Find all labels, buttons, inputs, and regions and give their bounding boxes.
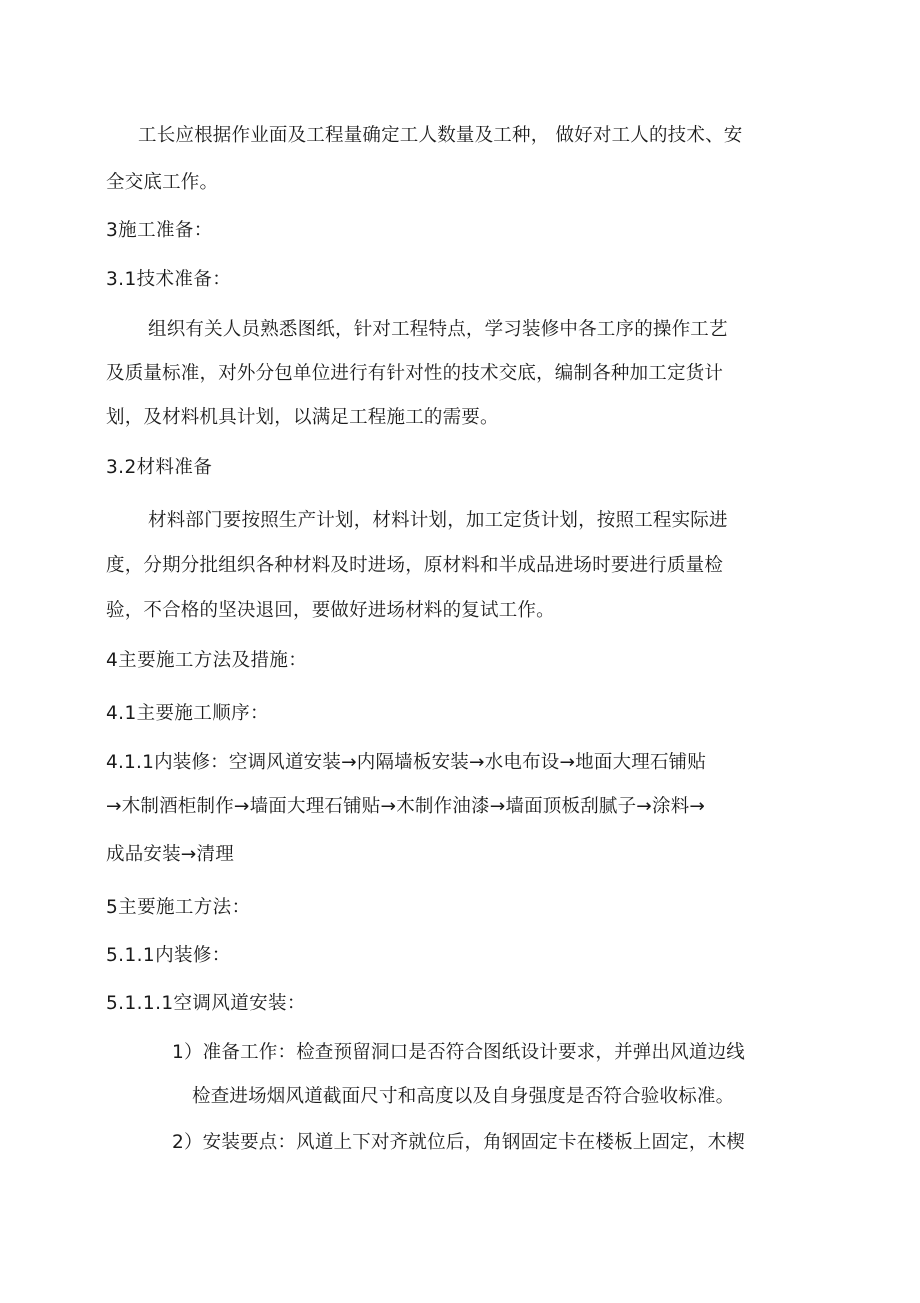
sequence-line-2: →木制酒柜制作→墙面大理石铺贴→木制作油漆→墙面顶板刮腻子→涂料→ [106, 796, 706, 817]
section-heading-4: 4主要施工方法及措施： [106, 650, 308, 671]
paragraph-tech-line-1: 组织有关人员熟悉图纸，针对工程特点，学习装修中各工序的操作工艺 [148, 319, 728, 340]
paragraph-material-line-2: 度，分期分批组织各种材料及时进场，原材料和半成品进场时要进行质量检 [106, 555, 724, 576]
section-heading-3: 3施工准备： [106, 220, 213, 241]
paragraph-tech-line-3: 划，及材料机具计划，以满足工程施工的需要。 [106, 407, 499, 428]
paragraph-tech-line-2: 及质量标准，对外分包单位进行有针对性的技术交底，编制各种加工定货计 [106, 363, 724, 384]
paragraph-intro-line-2: 全交底工作。 [106, 172, 219, 193]
list-item-1-line-2: 检查进场烟风道截面尺寸和高度以及自身强度是否符合验收标准。 [192, 1086, 735, 1107]
list-item-1-line-1: 1）准备工作：检查预留洞口是否符合图纸设计要求，并弹出风道边线 [172, 1042, 745, 1063]
paragraph-material-line-3: 验，不合格的坚决退回，要做好进场材料的复试工作。 [106, 600, 555, 621]
paragraph-material-line-1: 材料部门要按照生产计划，材料计划，加工定货计划，按照工程实际进 [148, 510, 728, 531]
sequence-line-1: 4.1.1内装修：空调风道安装→内隔墙板安装→水电布设→地面大理石铺贴 [106, 752, 707, 773]
section-heading-3-1: 3.1技术准备： [106, 269, 232, 290]
section-heading-5-1-1-1: 5.1.1.1空调风道安装： [106, 993, 306, 1014]
section-heading-5: 5主要施工方法： [106, 897, 251, 918]
section-heading-5-1-1: 5.1.1内装修： [106, 945, 231, 966]
sequence-line-3: 成品安装→清理 [106, 844, 234, 865]
list-item-2-line-1: 2）安装要点：风道上下对齐就位后，角钢固定卡在楼板上固定，木楔 [172, 1132, 745, 1153]
paragraph-intro-line-1: 工长应根据作业面及工程量确定工人数量及工种， 做好对工人的技术、安 [138, 125, 743, 146]
section-heading-4-1: 4.1主要施工顺序： [106, 703, 269, 724]
section-heading-3-2: 3.2材料准备 [106, 457, 213, 478]
